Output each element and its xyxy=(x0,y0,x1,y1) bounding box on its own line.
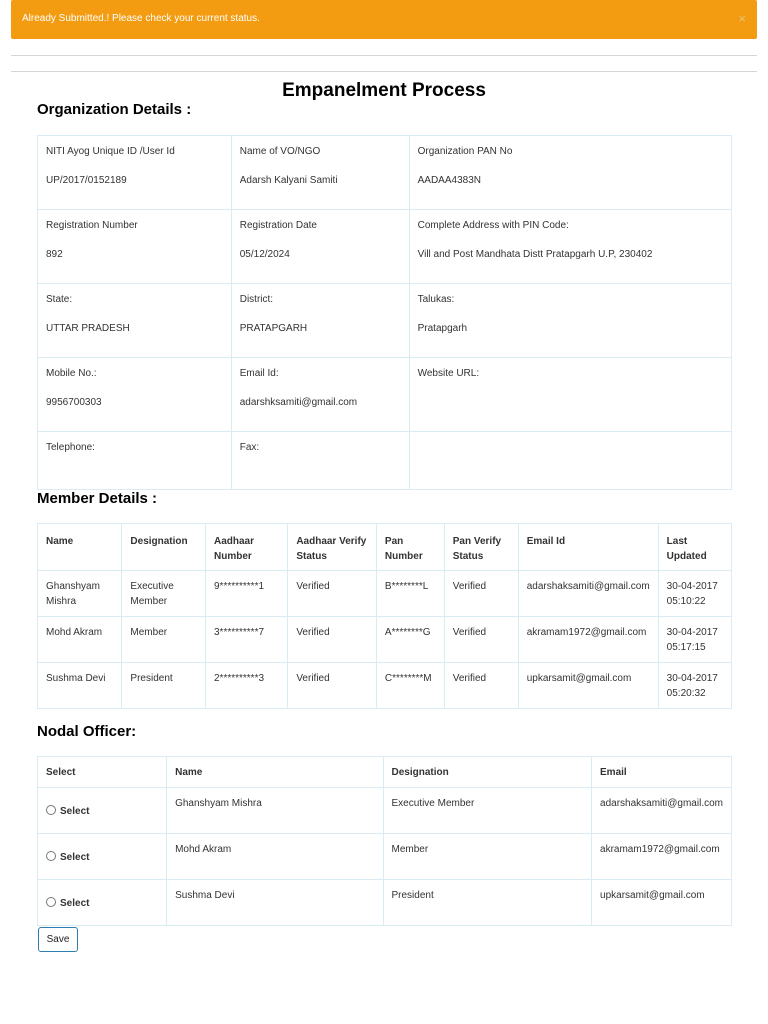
select-radio-option[interactable]: Select xyxy=(38,834,167,880)
table-cell: C********M xyxy=(376,663,444,709)
column-header: Name xyxy=(38,524,122,571)
org-details-table xyxy=(37,135,732,490)
table-cell: 30-04-2017 05:17:15 xyxy=(658,617,731,663)
table-cell: President xyxy=(383,880,592,926)
column-header: Designation xyxy=(383,757,592,788)
table-cell: Mohd Akram xyxy=(38,617,122,663)
table-cell: akramam1972@gmail.com xyxy=(518,617,658,663)
table-header-row xyxy=(38,524,732,571)
nodal-section-title: Nodal Officer: xyxy=(37,723,137,740)
alert-banner xyxy=(11,0,757,39)
table-cell: adarshaksamiti@gmail.com xyxy=(592,788,732,834)
table-cell: 30-04-2017 05:20:32 xyxy=(658,663,731,709)
org-cell: District: PRATAPGARH xyxy=(231,284,409,358)
alert-message: Already Submitted.! Please check your current status. xyxy=(22,13,260,24)
column-header: Email xyxy=(592,757,732,788)
table-cell: Member xyxy=(122,617,206,663)
table-cell: Ghanshyam Mishra xyxy=(167,788,383,834)
member-details-table xyxy=(37,523,732,709)
radio-icon[interactable] xyxy=(46,805,56,815)
org-cell: Name of VO/NGO Adarsh Kalyani Samiti xyxy=(231,136,409,210)
table-cell: Executive Member xyxy=(122,571,206,617)
table-cell: Mohd Akram xyxy=(167,834,383,880)
org-cell: Email Id: adarshksamiti@gmail.com xyxy=(231,358,409,432)
column-header: Pan Number xyxy=(376,524,444,571)
table-cell: Ghanshyam Mishra xyxy=(38,571,122,617)
table-cell: 30-04-2017 05:10:22 xyxy=(658,571,731,617)
org-cell: Mobile No.: 9956700303 xyxy=(38,358,232,432)
table-row xyxy=(38,571,732,617)
column-header: Designation xyxy=(122,524,206,571)
table-cell: 2**********3 xyxy=(205,663,287,709)
org-cell: Organization PAN No AADAA4383N xyxy=(409,136,731,210)
org-section-title: Organization Details : xyxy=(37,101,192,118)
table-cell: Sushma Devi xyxy=(167,880,383,926)
column-header: Select xyxy=(38,757,167,788)
table-row xyxy=(38,663,732,709)
table-cell: upkarsamit@gmail.com xyxy=(518,663,658,709)
table-header-row xyxy=(38,757,732,788)
org-cell: NITI Ayog Unique ID /User Id UP/2017/0152189 xyxy=(38,136,232,210)
table-cell: Verified xyxy=(288,663,377,709)
page-title: Empanelment Process xyxy=(282,80,486,101)
select-radio-option[interactable]: Select xyxy=(38,788,167,834)
org-cell: Website URL: xyxy=(409,358,731,432)
column-header: Name xyxy=(167,757,383,788)
table-cell: Verified xyxy=(444,617,518,663)
table-cell: akramam1972@gmail.com xyxy=(592,834,732,880)
org-cell: State: UTTAR PRADESH xyxy=(38,284,232,358)
divider xyxy=(11,71,757,72)
column-header: Last Updated xyxy=(658,524,731,571)
org-cell: Registration Date 05/12/2024 xyxy=(231,210,409,284)
table-row xyxy=(38,617,732,663)
table-row xyxy=(38,788,732,834)
table-cell: 9**********1 xyxy=(205,571,287,617)
column-header: Aadhaar Number xyxy=(205,524,287,571)
table-cell: adarshaksamiti@gmail.com xyxy=(518,571,658,617)
table-cell: Member xyxy=(383,834,592,880)
table-cell: Verified xyxy=(288,571,377,617)
table-cell: Verified xyxy=(444,571,518,617)
table-cell: Verified xyxy=(288,617,377,663)
org-cell: Registration Number 892 xyxy=(38,210,232,284)
table-cell: Executive Member xyxy=(383,788,592,834)
org-cell: Telephone: xyxy=(38,432,232,490)
radio-icon[interactable] xyxy=(46,897,56,907)
radio-icon[interactable] xyxy=(46,851,56,861)
org-cell: Talukas: Pratapgarh xyxy=(409,284,731,358)
divider xyxy=(11,55,757,56)
table-row xyxy=(38,834,732,880)
nodal-officer-table xyxy=(37,756,732,926)
org-cell: Fax: xyxy=(231,432,409,490)
table-cell: President xyxy=(122,663,206,709)
table-row xyxy=(38,880,732,926)
org-cell: Complete Address with PIN Code: Vill and Post Mandhata Distt Pratapgarh U.P, 230402 xyxy=(409,210,731,284)
table-cell: A********G xyxy=(376,617,444,663)
table-cell: upkarsamit@gmail.com xyxy=(592,880,732,926)
table-cell: Verified xyxy=(444,663,518,709)
org-cell xyxy=(409,432,731,490)
column-header: Pan Verify Status xyxy=(444,524,518,571)
save-button[interactable]: Save xyxy=(38,927,78,952)
members-section-title: Member Details : xyxy=(37,490,158,507)
column-header: Email Id xyxy=(518,524,658,571)
column-header: Aadhaar Verify Status xyxy=(288,524,377,571)
table-cell: Sushma Devi xyxy=(38,663,122,709)
table-cell: B********L xyxy=(376,571,444,617)
table-cell: 3**********7 xyxy=(205,617,287,663)
select-radio-option[interactable]: Select xyxy=(38,880,167,926)
close-icon[interactable]: × xyxy=(738,11,746,26)
